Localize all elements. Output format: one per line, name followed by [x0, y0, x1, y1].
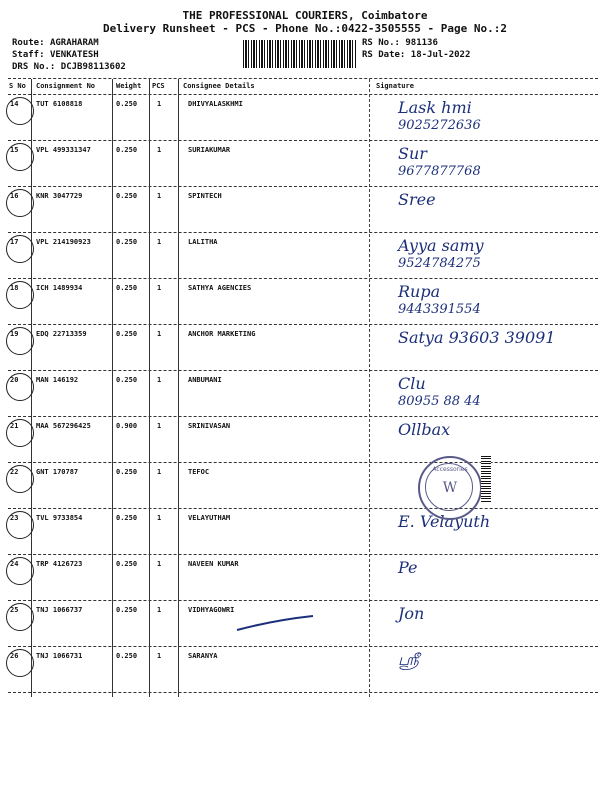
consignment-number: TVL 9733854 [36, 514, 83, 522]
consignee-name: SRINIVASAN [188, 422, 231, 430]
pcs: 1 [157, 376, 162, 384]
consignee-name: VELAYUTHAM [188, 514, 231, 522]
col-divider [149, 79, 150, 697]
pcs: 1 [157, 422, 162, 430]
serial-number: 17 [10, 238, 19, 246]
signature: E. Velayuth [398, 512, 491, 531]
serial-number: 24 [10, 560, 19, 568]
consignee-name: SURIAKUMAR [188, 146, 231, 154]
signature: Rupa [398, 282, 441, 301]
col-header-consignee: Consignee Details [183, 82, 255, 90]
weight: 0.250 [116, 330, 138, 338]
pcs: 1 [157, 192, 162, 200]
consignee-name: DHIVYALASKHMI [188, 100, 243, 108]
signature: Ollbax [398, 420, 451, 439]
pcs: 1 [157, 468, 162, 476]
signature-phone: 9025272636 [398, 118, 481, 133]
row-separator [8, 692, 598, 693]
weight: 0.250 [116, 514, 138, 522]
staff-line [12, 50, 99, 60]
pen-stroke [235, 612, 315, 634]
row-separator [8, 140, 598, 141]
rs-date-value: 18-Jul-2022 [410, 50, 471, 60]
weight: 0.250 [116, 284, 138, 292]
pcs: 1 [157, 514, 162, 522]
signature-phone: 80955 88 44 [398, 394, 481, 409]
pcs: 1 [157, 284, 162, 292]
pcs: 1 [157, 606, 162, 614]
row-separator [8, 646, 598, 647]
barcode [243, 40, 357, 68]
serial-number: 20 [10, 376, 19, 384]
serial-number: 21 [10, 422, 19, 430]
weight: 0.250 [116, 146, 138, 154]
company-name: THE PROFESSIONAL COURIERS, Coimbatore [182, 9, 428, 22]
col-divider [112, 79, 113, 697]
signature-phone: 9443391554 [398, 302, 481, 317]
seal-mark: W [442, 480, 458, 496]
weight: 0.250 [116, 468, 138, 476]
serial-number: 18 [10, 284, 19, 292]
runsheet-title: Delivery Runsheet - PCS - Phone No.:0422-3505555 - Page No.:2 [103, 22, 507, 35]
consignment-number: GNT 170787 [36, 468, 79, 476]
weight: 0.250 [116, 560, 138, 568]
row-separator [8, 554, 598, 555]
row-separator [8, 462, 598, 463]
consignment-number: TNJ 1066737 [36, 606, 83, 614]
signature: Ayya samy [398, 236, 484, 255]
signature-phone: 9524784275 [398, 256, 481, 271]
drs-line [12, 62, 126, 72]
pcs: 1 [157, 100, 162, 108]
signature: Clu [398, 374, 426, 393]
pcs: 1 [157, 330, 162, 338]
consignee-name: ANBUMANI [188, 376, 222, 384]
serial-number: 14 [10, 100, 19, 108]
small-barcode [481, 456, 491, 502]
weight: 0.250 [116, 238, 138, 246]
weight: 0.250 [116, 606, 138, 614]
row-separator [8, 416, 598, 417]
signature: Satya 93603 39091 [398, 328, 556, 347]
col-divider [369, 79, 370, 697]
row-separator [8, 600, 598, 601]
drs-value: DCJB98113602 [60, 62, 126, 72]
row-separator [8, 370, 598, 371]
consignment-number: TRP 4126723 [36, 560, 83, 568]
col-header-sno: S No [9, 82, 26, 90]
pcs: 1 [157, 146, 162, 154]
serial-number: 25 [10, 606, 19, 614]
col-header-pcs: PCS [152, 82, 165, 90]
col-header-weight: Weight [116, 82, 142, 90]
signature: ஸ்ரீ [398, 650, 419, 669]
consignment-number: TUT 6108818 [36, 100, 83, 108]
rs-no-line [362, 38, 438, 48]
consignment-number: MAN 146192 [36, 376, 79, 384]
consignee-name: SPINTECH [188, 192, 222, 200]
serial-number: 22 [10, 468, 19, 476]
consignee-name: TEFOC [188, 468, 210, 476]
consignee-name: LALITHA [188, 238, 218, 246]
pcs: 1 [157, 652, 162, 660]
serial-number: 15 [10, 146, 19, 154]
consignment-number: VPL 499331347 [36, 146, 91, 154]
rs-date-line [362, 50, 470, 60]
consignment-number: EDQ 22713359 [36, 330, 87, 338]
weight: 0.900 [116, 422, 138, 430]
staff-label: Staff: [12, 50, 45, 60]
col-header-consignment: Consignment No [36, 82, 96, 90]
route-value: AGRAHARAM [49, 38, 99, 48]
rs-no-value: 981136 [405, 38, 438, 48]
consignee-name: SATHYA AGENCIES [188, 284, 252, 292]
route-label: Route: [12, 38, 45, 48]
row-separator [8, 278, 598, 279]
seal-text: Accessories [432, 466, 468, 473]
signature: Sur [398, 144, 427, 163]
signature: Jon [398, 604, 425, 623]
company-seal [418, 456, 482, 520]
pcs: 1 [157, 238, 162, 246]
consignee-name: SARANYA [188, 652, 218, 660]
signature: Pe [398, 558, 418, 577]
row-separator [8, 324, 598, 325]
serial-number: 23 [10, 514, 19, 522]
consignee-name: VIDHYAGOWRI [188, 606, 235, 614]
col-header-signature: Signature [376, 82, 414, 90]
route-line [12, 38, 99, 48]
signature-phone: 9677877768 [398, 164, 481, 179]
consignment-number: TNJ 1066731 [36, 652, 83, 660]
signature: Lask hmi [398, 98, 472, 117]
col-divider [178, 79, 179, 697]
weight: 0.250 [116, 376, 138, 384]
row-separator [8, 232, 598, 233]
weight: 0.250 [116, 100, 138, 108]
table-top-rule [8, 78, 598, 79]
consignment-number: KNR 3047729 [36, 192, 83, 200]
serial-number: 26 [10, 652, 19, 660]
consignee-name: ANCHOR MARKETING [188, 330, 256, 338]
row-separator [8, 508, 598, 509]
serial-number: 19 [10, 330, 19, 338]
signature: Sree [398, 190, 436, 209]
consignment-number: MAA 567296425 [36, 422, 91, 430]
row-separator [8, 186, 598, 187]
rs-no-label: RS No.: [362, 38, 400, 48]
weight: 0.250 [116, 652, 138, 660]
drs-label: DRS No.: [12, 62, 56, 72]
pcs: 1 [157, 560, 162, 568]
consignment-number: ICH 1489934 [36, 284, 83, 292]
serial-number: 16 [10, 192, 19, 200]
weight: 0.250 [116, 192, 138, 200]
staff-value: VENKATESH [49, 50, 99, 60]
consignee-name: NAVEEN KUMAR [188, 560, 239, 568]
consignment-number: VPL 214190923 [36, 238, 91, 246]
rs-date-label: RS Date: [362, 50, 406, 60]
header-bottom-rule [8, 94, 598, 95]
